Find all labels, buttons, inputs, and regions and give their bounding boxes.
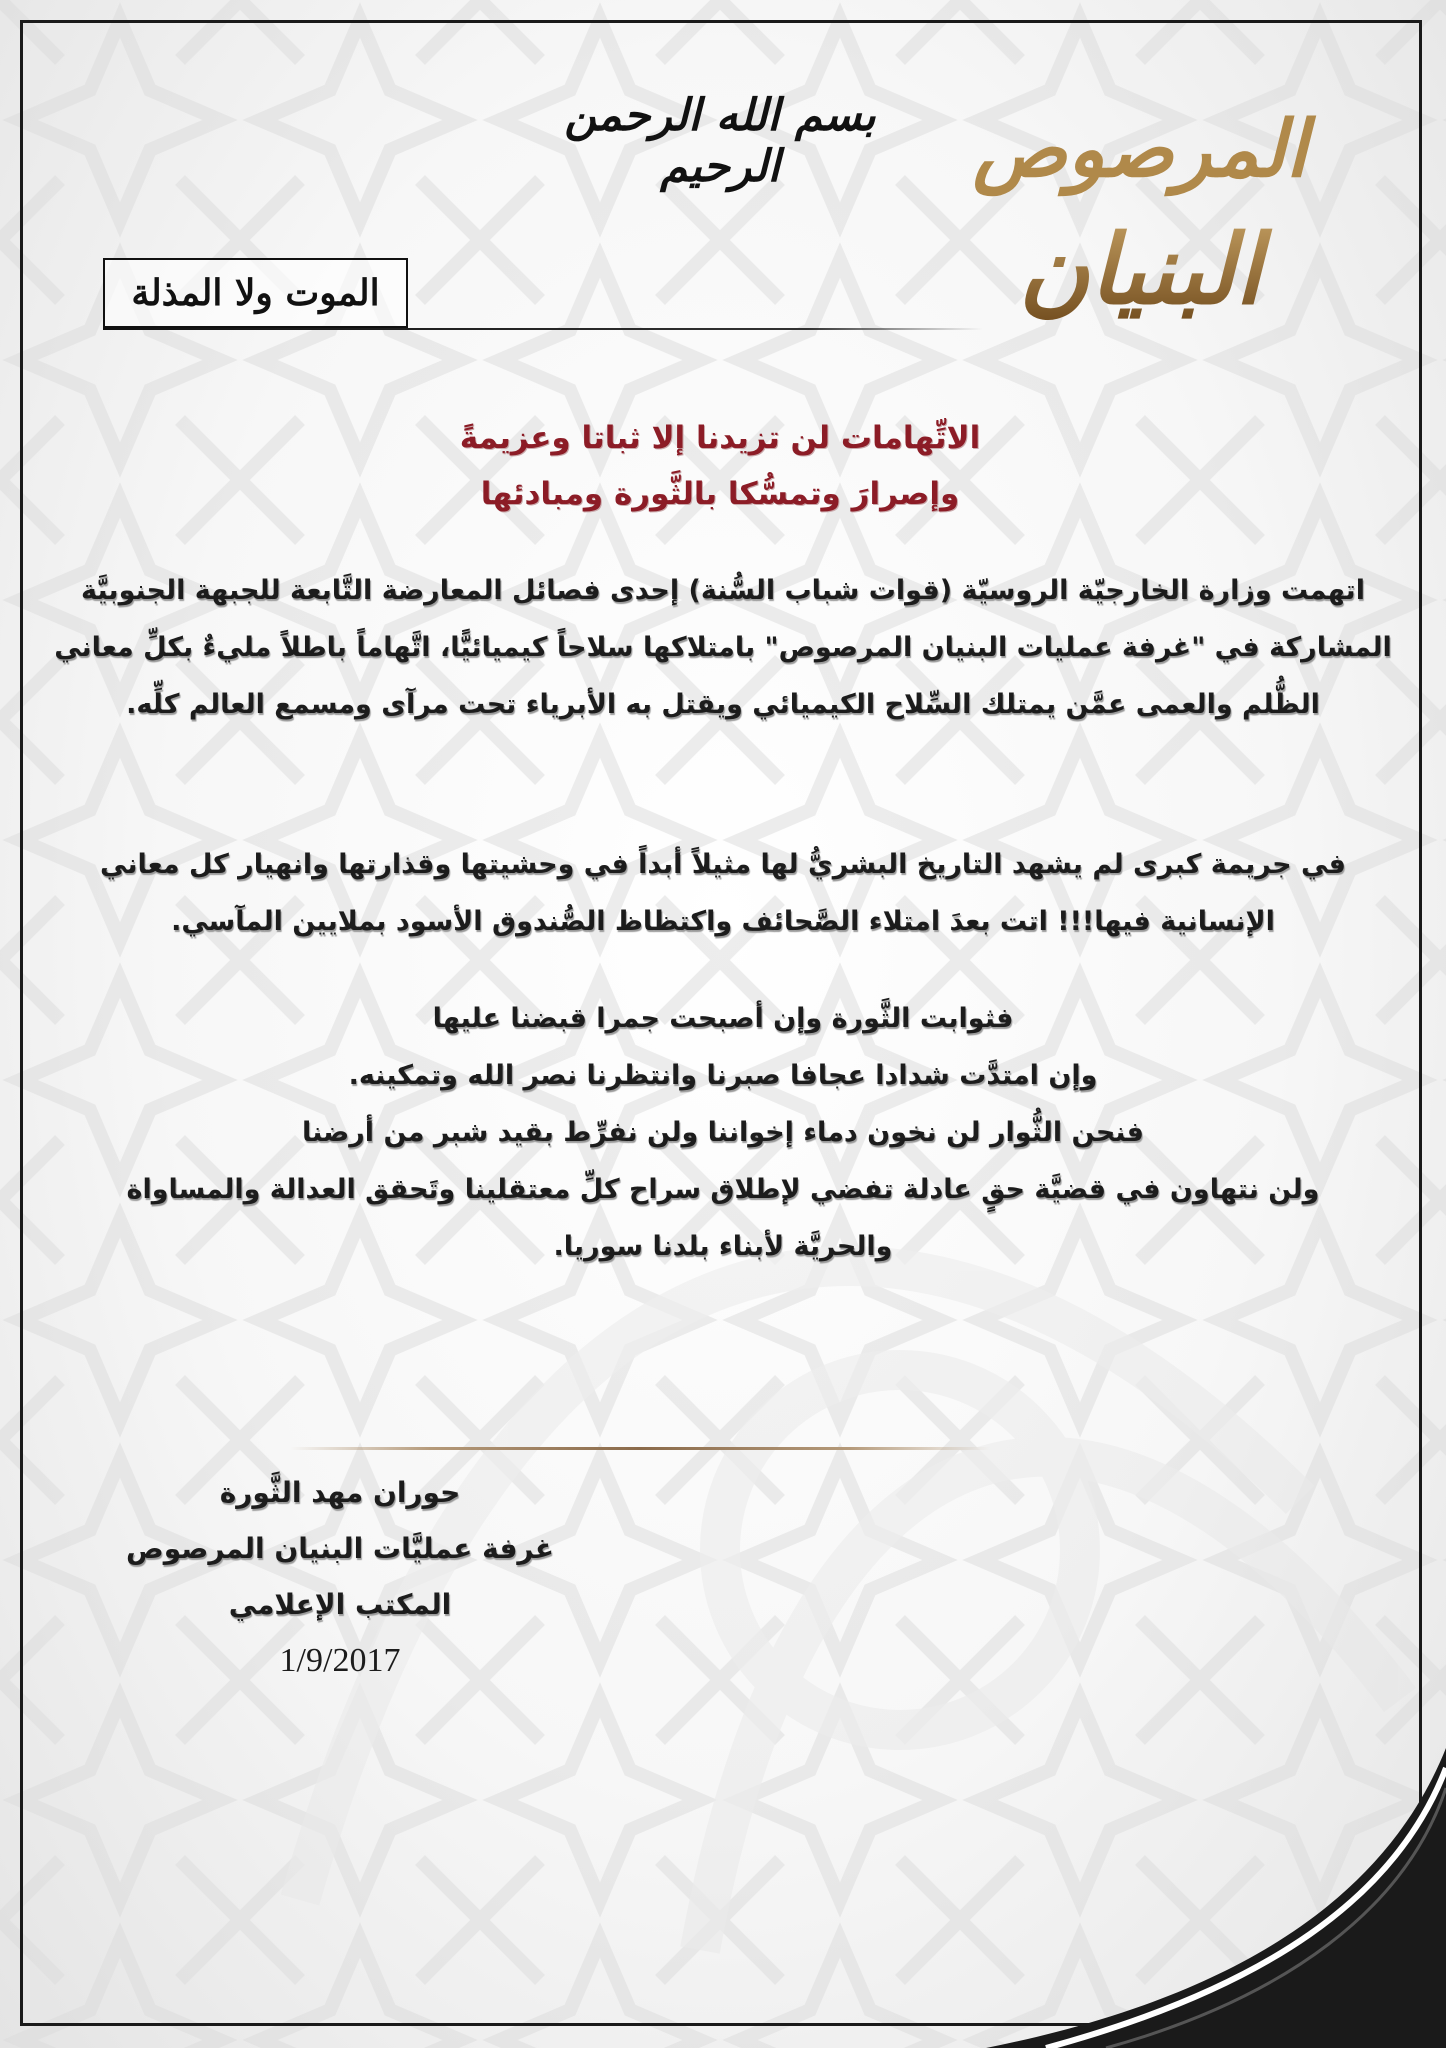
bismillah-calligraphy: بسم الله الرحمن الرحيم (564, 90, 876, 192)
paragraph-3-line: فثوابت الثَّورة وإن أصبحت جمرا قبضنا عليها (432, 1003, 1014, 1034)
paragraph-3-line: فنحن الثُّوار لن نخون دماء إخواننا ولن نفرِّط بقيد شبر من أرضنا (302, 1117, 1144, 1148)
statement-title (300, 410, 1140, 522)
title-line1: الاتِّهامات لن تزيدنا إلا ثباتا وعزيمةً (459, 420, 981, 456)
paragraph-2: في جريمة كبرى لم يشهد التاريخ البشريُّ لها مثيلاً أبداً في وحشيتها وقذارتها وانهيار كل معاني الإنسانية فيها!!! اتت بعدَ امتلاء الصَّحائف واكتظاظ الصُّندوق الأسود بملايين المآسي. (100, 849, 1346, 937)
paragraph-3 (80, 990, 1366, 1275)
logo-line2: البنيان (905, 205, 1375, 335)
signature-divider (290, 1447, 990, 1450)
header-divider (103, 328, 983, 330)
signature-date: 1/9/2017 (279, 1642, 401, 1679)
signature-line3: المكتب الإعلامي (228, 1588, 452, 1621)
signature-line2: غرفة عمليَّات البنيان المرصوص (126, 1532, 554, 1565)
corner-decoration (986, 1748, 1446, 2048)
paragraph-3-line: وإن امتدَّت شدادا عجافا صبرنا وانتظرنا نصر الله وتمكينه. (348, 1060, 1098, 1091)
paragraph-3-line: والحريَّة لأبناء بلدنا سوريا. (553, 1231, 893, 1262)
paragraph-3-line: ولن نتهاون في قضيَّة حقٍ عادلة تفضي لإطلاق سراح كلِّ معتقلينا وتَحقق العدالة والمساواة (126, 1174, 1320, 1205)
signature-line1: حوران مهد الثَّورة (219, 1476, 461, 1509)
motto-box: الموت ولا المذلة (103, 258, 408, 328)
title-line2: وإصرارَ وتمسُّكا بالثَّورة ومبادئها (480, 476, 960, 512)
paragraph-1: اتهمت وزارة الخارجيّة الروسيّة (قوات شباب السُّنة) إحدى فصائل المعارضة التَّابعة للجبهة الجنوبيَّة المشاركة في "غرفة عمليات البنيان المرصوص" بامتلاكها سلاحاً كيميائيًّا، اتَّهاماً باطلاً مليءٌ بكلِّ معاني الظُّلم والعمى عمَّن يمتلك السِّلاح الكيميائي ويقتل به الأبرياء تحت مرآى ومسمع العالم كلِّه. (54, 575, 1392, 720)
logo-line1: المرصوص (972, 104, 1308, 195)
logo (905, 95, 1375, 365)
signature-block (80, 1465, 600, 1689)
